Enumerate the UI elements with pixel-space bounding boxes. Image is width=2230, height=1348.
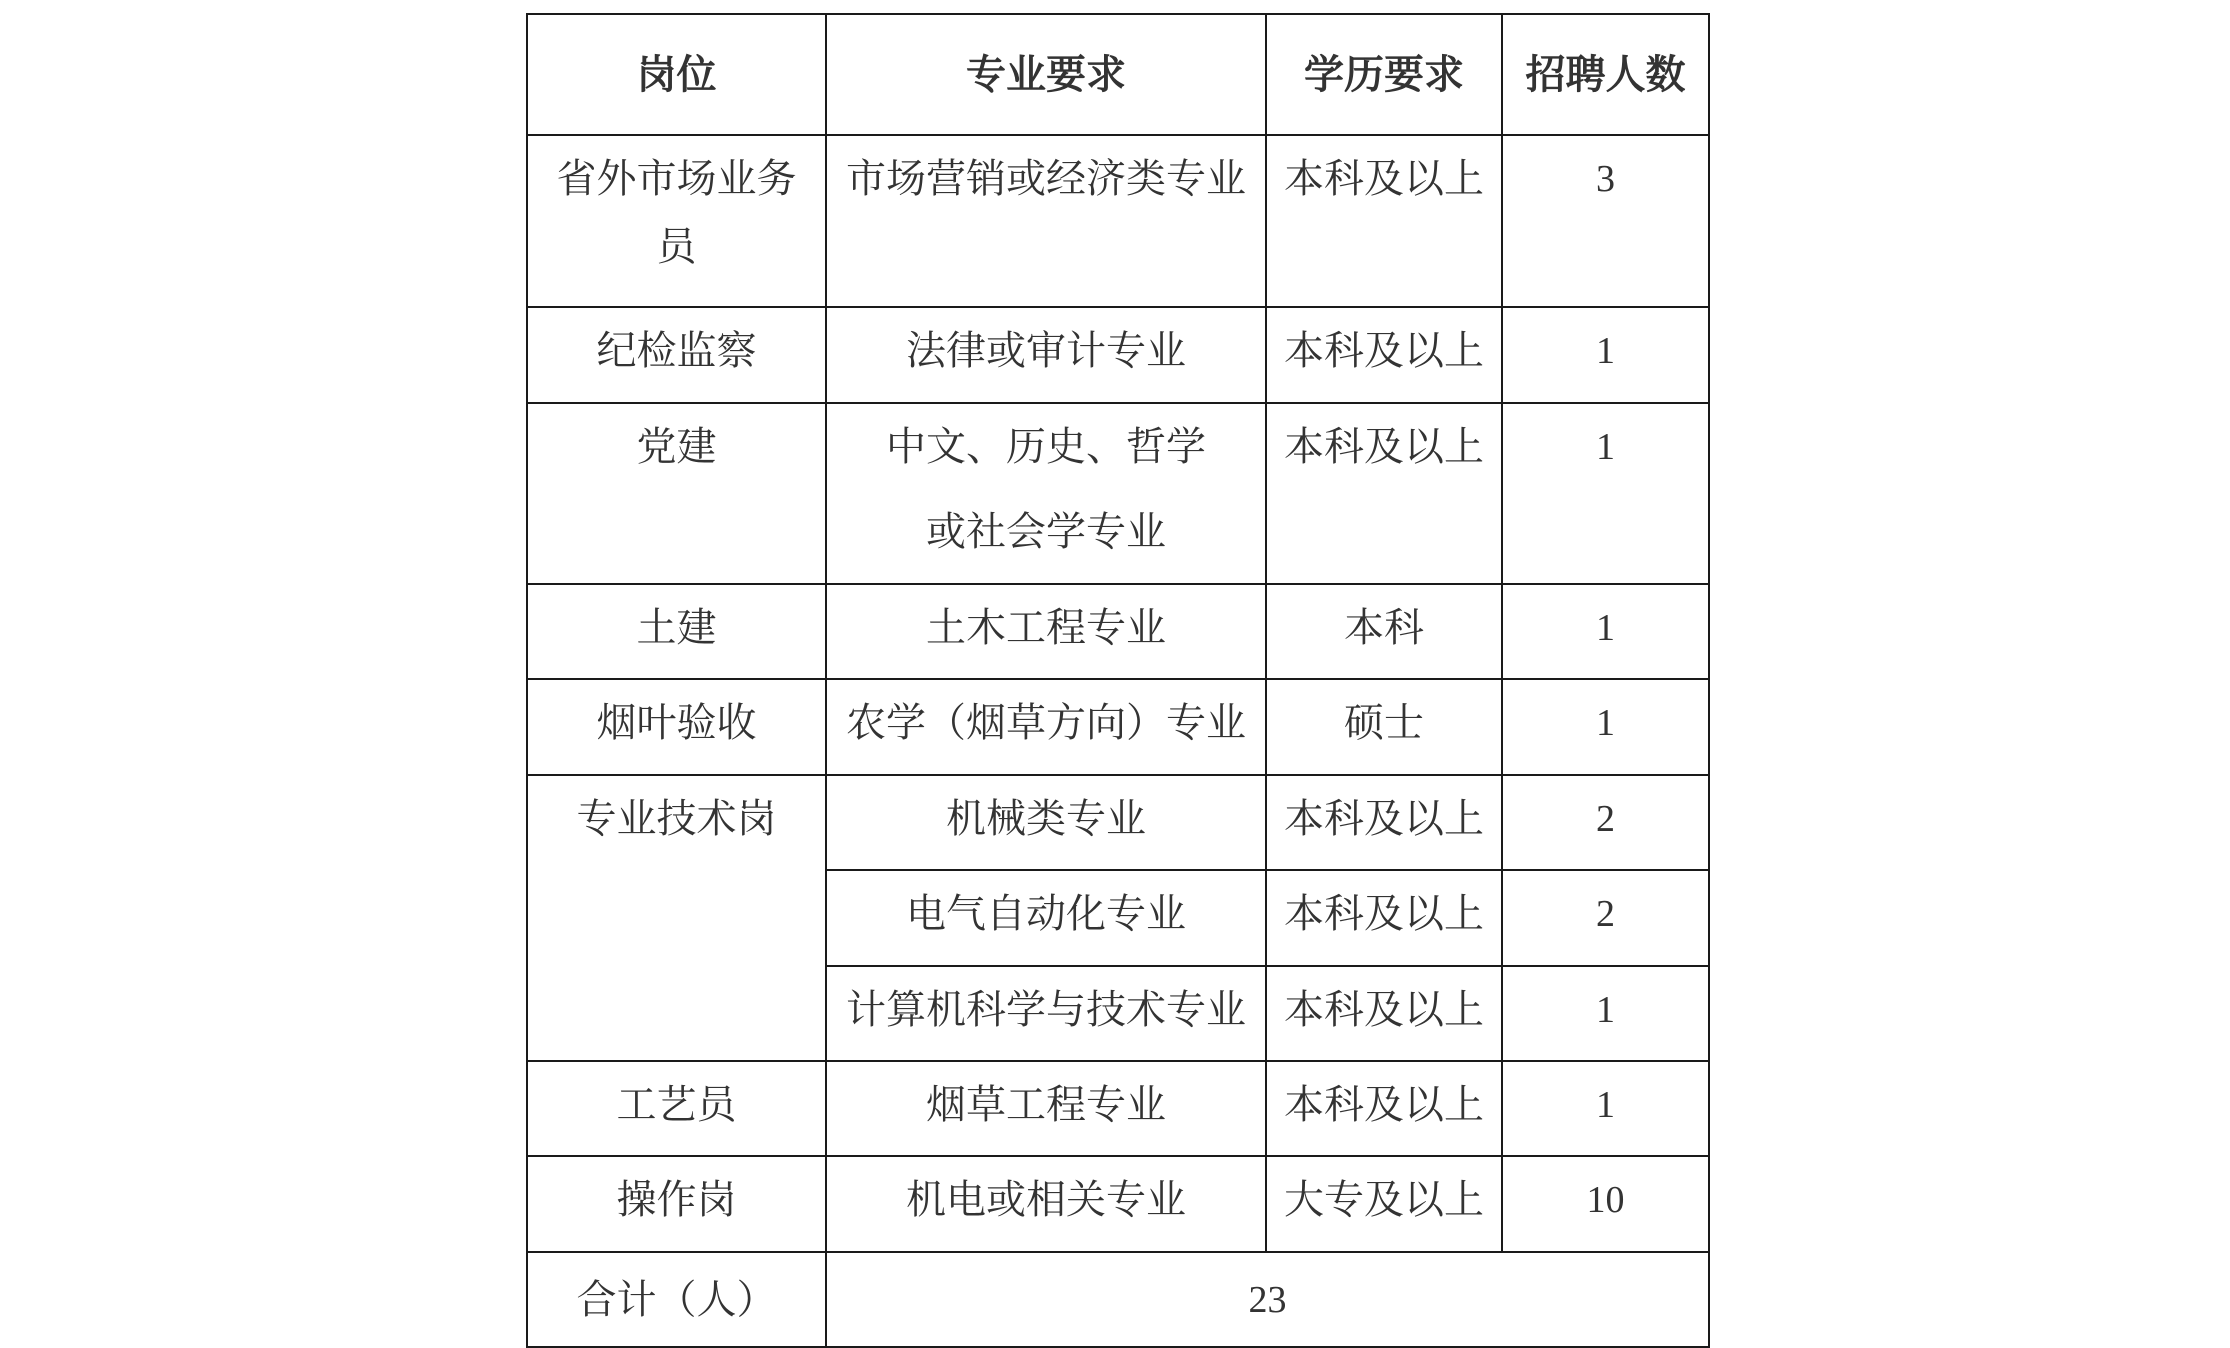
major-cell: 土木工程专业 <box>826 584 1266 679</box>
total-row <box>527 1252 1709 1347</box>
table-row <box>527 679 1709 775</box>
table-row <box>527 1156 1709 1252</box>
education-cell: 本科 <box>1266 584 1502 679</box>
count-cell: 2 <box>1502 775 1709 870</box>
major-cell: 农学（烟草方向）专业 <box>826 679 1266 775</box>
major-cell: 机电或相关专业 <box>826 1156 1266 1252</box>
total-value: 23 <box>826 1252 1709 1347</box>
position-cell: 党建 <box>527 403 826 584</box>
count-cell: 1 <box>1502 966 1709 1061</box>
major-line: 或社会学专业 <box>926 509 1166 555</box>
header-education: 学历要求 <box>1266 14 1502 135</box>
count-cell: 3 <box>1502 135 1709 307</box>
education-cell: 本科及以上 <box>1266 775 1502 870</box>
table-row <box>527 775 1709 870</box>
position-cell: 操作岗 <box>527 1156 826 1252</box>
count-cell: 2 <box>1502 870 1709 966</box>
education-cell: 大专及以上 <box>1266 1156 1502 1252</box>
education-cell: 本科及以上 <box>1266 966 1502 1061</box>
education-cell: 本科及以上 <box>1266 403 1502 584</box>
count-cell: 1 <box>1502 307 1709 403</box>
education-cell: 硕士 <box>1266 679 1502 775</box>
position-line: 省外市场业务 <box>556 156 797 202</box>
major-cell: 计算机科学与技术专业 <box>826 966 1266 1061</box>
header-count: 招聘人数 <box>1502 14 1709 135</box>
education-cell: 本科及以上 <box>1266 307 1502 403</box>
education-cell: 本科及以上 <box>1266 135 1502 307</box>
position-cell: 土建 <box>527 584 826 679</box>
count-cell: 1 <box>1502 1061 1709 1156</box>
major-cell: 烟草工程专业 <box>826 1061 1266 1156</box>
major-cell: 电气自动化专业 <box>826 870 1266 966</box>
education-cell: 本科及以上 <box>1266 870 1502 966</box>
major-cell <box>826 403 1266 584</box>
education-cell: 本科及以上 <box>1266 1061 1502 1156</box>
count-cell: 1 <box>1502 679 1709 775</box>
count-cell: 1 <box>1502 584 1709 679</box>
total-label: 合计（人） <box>527 1252 826 1347</box>
header-position: 岗位 <box>527 14 826 135</box>
table-row <box>527 1061 1709 1156</box>
major-cell: 机械类专业 <box>826 775 1266 870</box>
major-cell: 法律或审计专业 <box>826 307 1266 403</box>
position-cell: 专业技术岗 <box>527 775 826 1061</box>
position-cell: 纪检监察 <box>527 307 826 403</box>
header-major: 专业要求 <box>826 14 1266 135</box>
recruitment-table <box>526 13 1710 1348</box>
major-line: 中文、历史、哲学 <box>886 424 1206 470</box>
major-cell: 市场营销或经济类专业 <box>826 135 1266 307</box>
count-cell: 10 <box>1502 1156 1709 1252</box>
table-row <box>527 135 1709 307</box>
table-row <box>527 584 1709 679</box>
table-row <box>527 403 1709 584</box>
position-cell: 烟叶验收 <box>527 679 826 775</box>
count-cell: 1 <box>1502 403 1709 584</box>
table-row <box>527 307 1709 403</box>
position-cell <box>527 135 826 307</box>
position-line: 员 <box>656 224 697 270</box>
position-cell: 工艺员 <box>527 1061 826 1156</box>
header-row <box>527 14 1709 135</box>
